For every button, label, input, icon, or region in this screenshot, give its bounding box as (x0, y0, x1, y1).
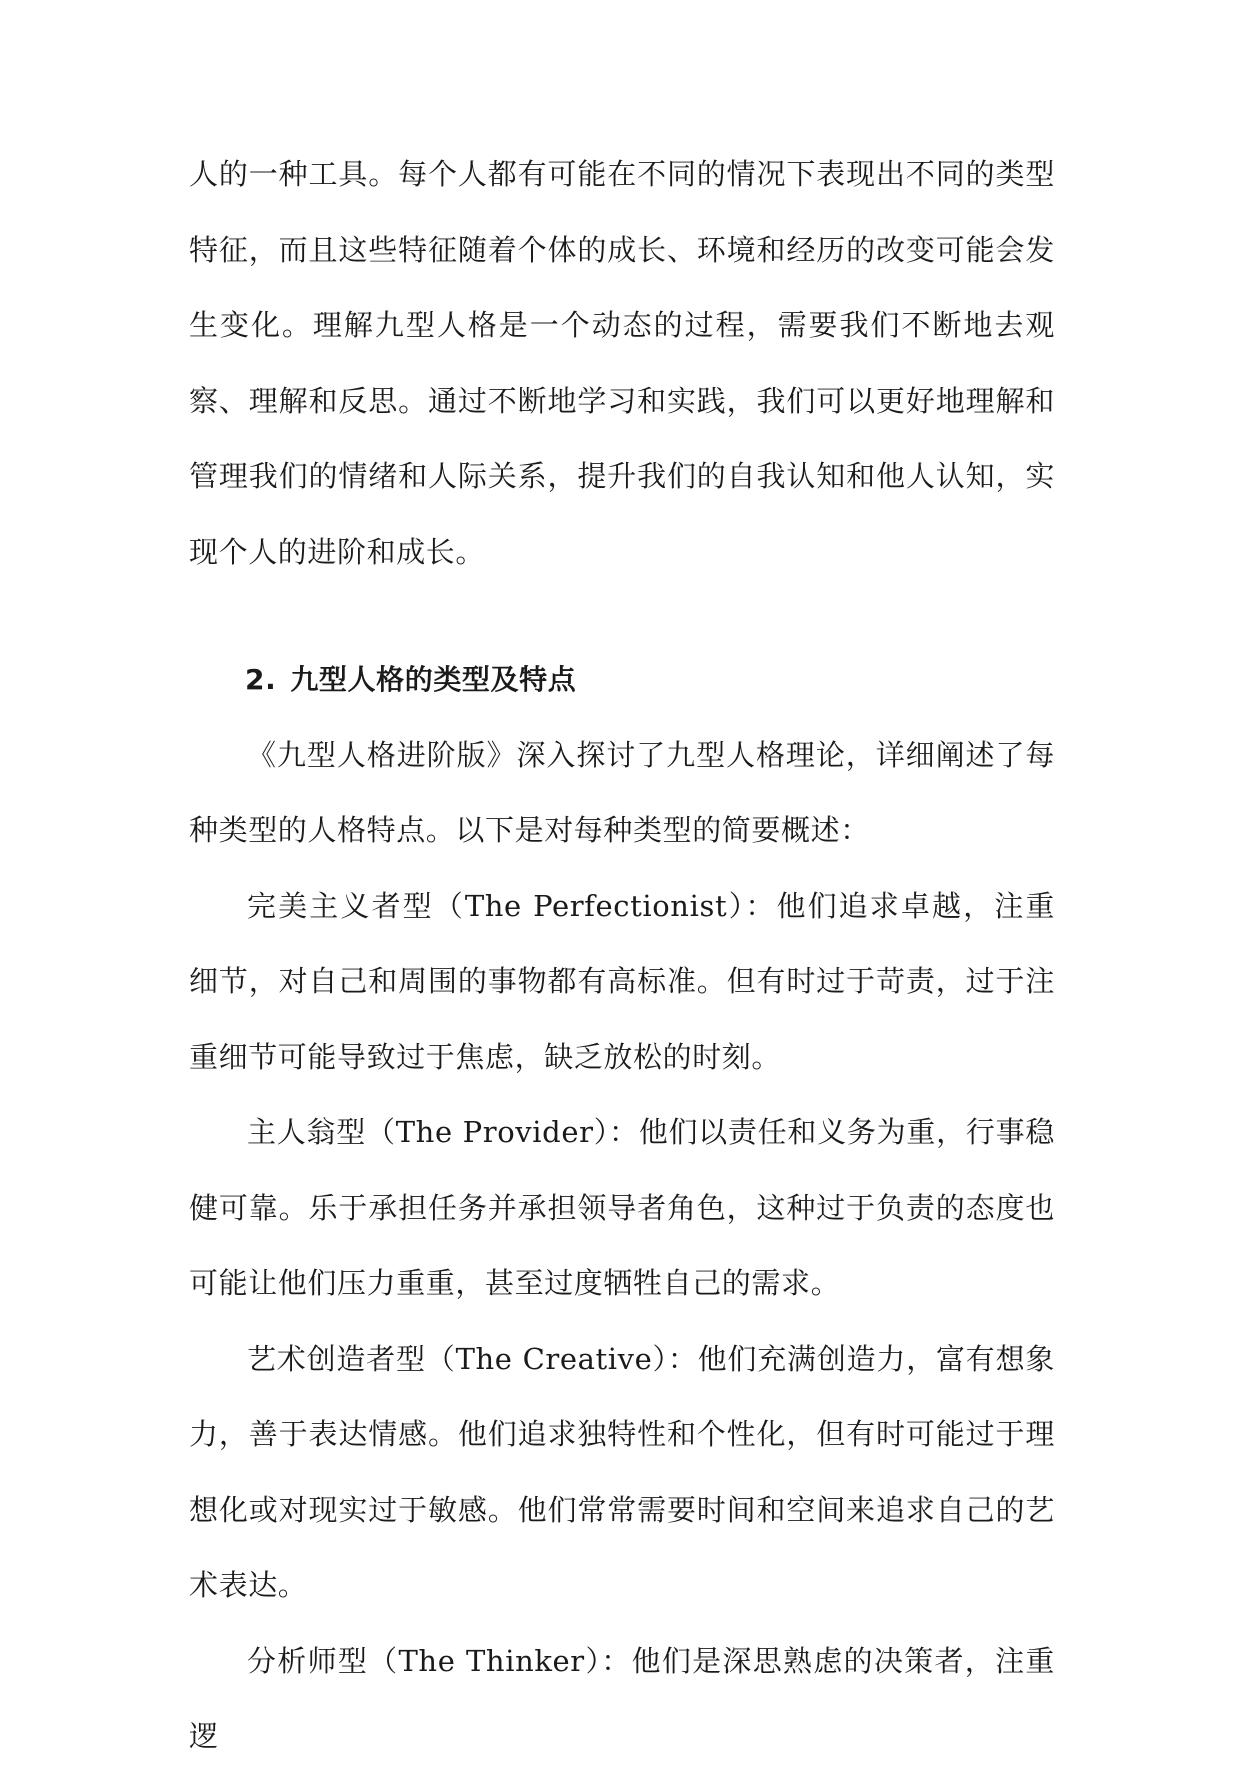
section-title: 九型人格的类型及特点 (290, 663, 577, 696)
thinker-paragraph: 分析师型（The Thinker）：他们是深思熟虑的决策者，注重逻 (189, 1643, 1055, 1753)
provider-paragraph: 主人翁型（The Provider）：他们以责任和义务为重，行事稳健可靠。乐于承担任务并承担领导者角色，这种过于负责的态度也可能让他们压力重重，甚至过度牺牲自己的需求。 (189, 1115, 1055, 1300)
document-body (189, 137, 1055, 1775)
section-heading (189, 642, 1055, 718)
intro-paragraph: 人的一种工具。每个人都有可能在不同的情况下表现出不同的类型特征，而且这些特征随着个体的成长、环境和经历的改变可能会发生变化。理解九型人格是一个动态的过程，需要我们不断地去观察、理解和反思。通过不断地学习和实践，我们可以更好地理解和管理我们的情绪和人际关系，提升我们的自我认知和他人认知，实现个人的进阶和成长。 (189, 157, 1055, 569)
perfectionist-paragraph: 完美主义者型（The Perfectionist）：他们追求卓越，注重细节，对自己和周围的事物都有高标准。但有时过于苛责，过于注重细节可能导致过于焦虑，缺乏放松的时刻。 (189, 888, 1055, 1074)
overview-paragraph: 《九型人格进阶版》深入探讨了九型人格理论，详细阐述了每种类型的人格特点。以下是对每种类型的简要概述： (189, 737, 1055, 847)
section-number: 2. (245, 663, 277, 696)
creative-paragraph: 艺术创造者型（The Creative）：他们充满创造力，富有想象力，善于表达情感。他们追求独特性和个性化，但有时可能过于理想化或对现实过于敏感。他们常常需要时间和空间来追求自己的艺术表达。 (189, 1341, 1055, 1602)
